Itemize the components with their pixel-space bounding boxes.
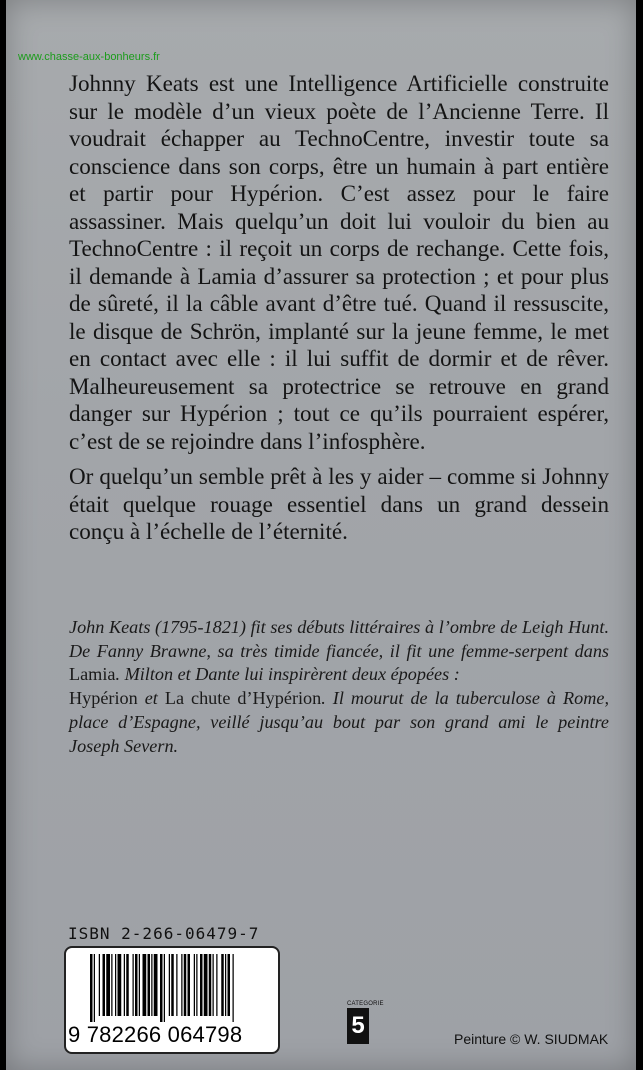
barcode-bar	[133, 954, 134, 1016]
barcode-bar	[213, 954, 214, 1016]
book-back-cover	[6, 0, 636, 1070]
barcode-bar	[103, 954, 106, 1016]
barcode-bar	[135, 954, 138, 1016]
bio-text-1: John Keats (1795-1821) fit ses débuts littéraires à l’ombre de Leigh Hunt. De Fanny Brawne, sa très timide fiancée, il fit une femme-serpent dans	[69, 617, 609, 661]
barcode-bar	[209, 954, 212, 1016]
barcode-bar	[151, 954, 152, 1016]
barcode-bar	[171, 954, 174, 1016]
barcode-bar	[188, 954, 191, 1016]
barcode-bar	[90, 954, 93, 1022]
synopsis-paragraph-1: Johnny Keats est une Intelligence Artificielle construite sur le modèle d’un vieux poète de l’Ancienne Terre. Il voudrait échapper au TechnoCentre, investir toute sa conscience dans son corps, être un humain à part entière et partir pour Hypérion. C’est assez pour le faire assassiner. Mais quelqu’un doit lui vouloir du bien au TechnoCentre : il reçoit un corps de rechange. Cette fois, il demande à Lamia d’assurer sa protection ; et pour plus de sûreté, il la câble avant d’être tué. Quand il ressuscite, le disque de Schrön, implanté sur la jeune femme, le met en contact avec elle : il lui suffit de dormir et de rêver. Malheureusement sa protectrice se retrouve en grand danger sur Hypérion ; tout ce qu’ils pourraient espérer, c’est de se rejoindre dans l’infosphère.	[69, 70, 609, 454]
barcode-bar	[118, 954, 122, 1016]
barcode-bar	[164, 954, 165, 1022]
barcode-bar	[99, 954, 100, 1016]
bio-title-chute: La chute d’Hypérion	[164, 688, 322, 709]
barcode-digits: 9 782266 064798	[68, 1022, 243, 1047]
barcode-bar	[148, 954, 151, 1016]
category-label: CATEGORIE	[347, 1001, 384, 1007]
barcode-bar	[181, 954, 182, 1016]
barcode-bar	[154, 954, 158, 1016]
bio-title-hyperion: Hypérion	[69, 688, 138, 709]
category-badge	[347, 1001, 384, 1044]
barcode-bar	[184, 954, 187, 1016]
author-bio	[69, 616, 609, 758]
barcode-bar	[194, 954, 195, 1016]
barcode-bar	[225, 954, 226, 1016]
barcode-bar	[139, 954, 140, 1016]
barcode-bar	[126, 954, 129, 1016]
isbn-number: ISBN 2-266-06479-7	[68, 924, 260, 943]
barcode	[64, 946, 280, 1054]
barcode-bar	[228, 954, 231, 1016]
barcode-bar	[233, 954, 234, 1022]
barcode-bar	[143, 954, 147, 1016]
barcode-bar	[169, 954, 170, 1016]
barcode-bar	[124, 954, 125, 1016]
barcode-bar	[176, 954, 177, 1016]
synopsis	[69, 70, 609, 554]
barcode-bar	[106, 954, 110, 1016]
cover-art-credit: Peinture © W. SIUDMAK	[454, 1031, 609, 1047]
barcode-bar	[216, 954, 217, 1016]
watermark-url: www.chasse-aux-bonheurs.fr	[18, 51, 160, 63]
barcode-bar	[160, 954, 163, 1022]
synopsis-paragraph-2: Or quelqu’un semble prêt à les y aider – comme si Johnny était quelque rouage essentiel dans un grand dessein conçu à l’échelle de l’éternité.	[69, 463, 609, 544]
barcode-bar	[94, 954, 95, 1022]
barcode-bar	[115, 954, 116, 1016]
category-number: 5	[347, 1008, 369, 1044]
bio-text-2: . Milton et Dante lui inspirèrent deux épopées :	[115, 664, 460, 685]
barcode-bar	[111, 954, 112, 1016]
barcode-bar	[200, 954, 203, 1016]
bio-title-lamia: Lamia	[69, 664, 116, 685]
barcode-bars-graphic	[90, 954, 272, 1022]
bio-text-4: . Il mourut de la tuberculose à Rome, place d’Espagne, veillé jusqu’au bout par son grand ami le peintre Joseph Severn.	[69, 688, 609, 756]
barcode-bar	[204, 954, 208, 1016]
barcode-bar	[196, 954, 197, 1016]
bio-text-3: et	[137, 688, 165, 709]
barcode-bar	[221, 954, 224, 1016]
